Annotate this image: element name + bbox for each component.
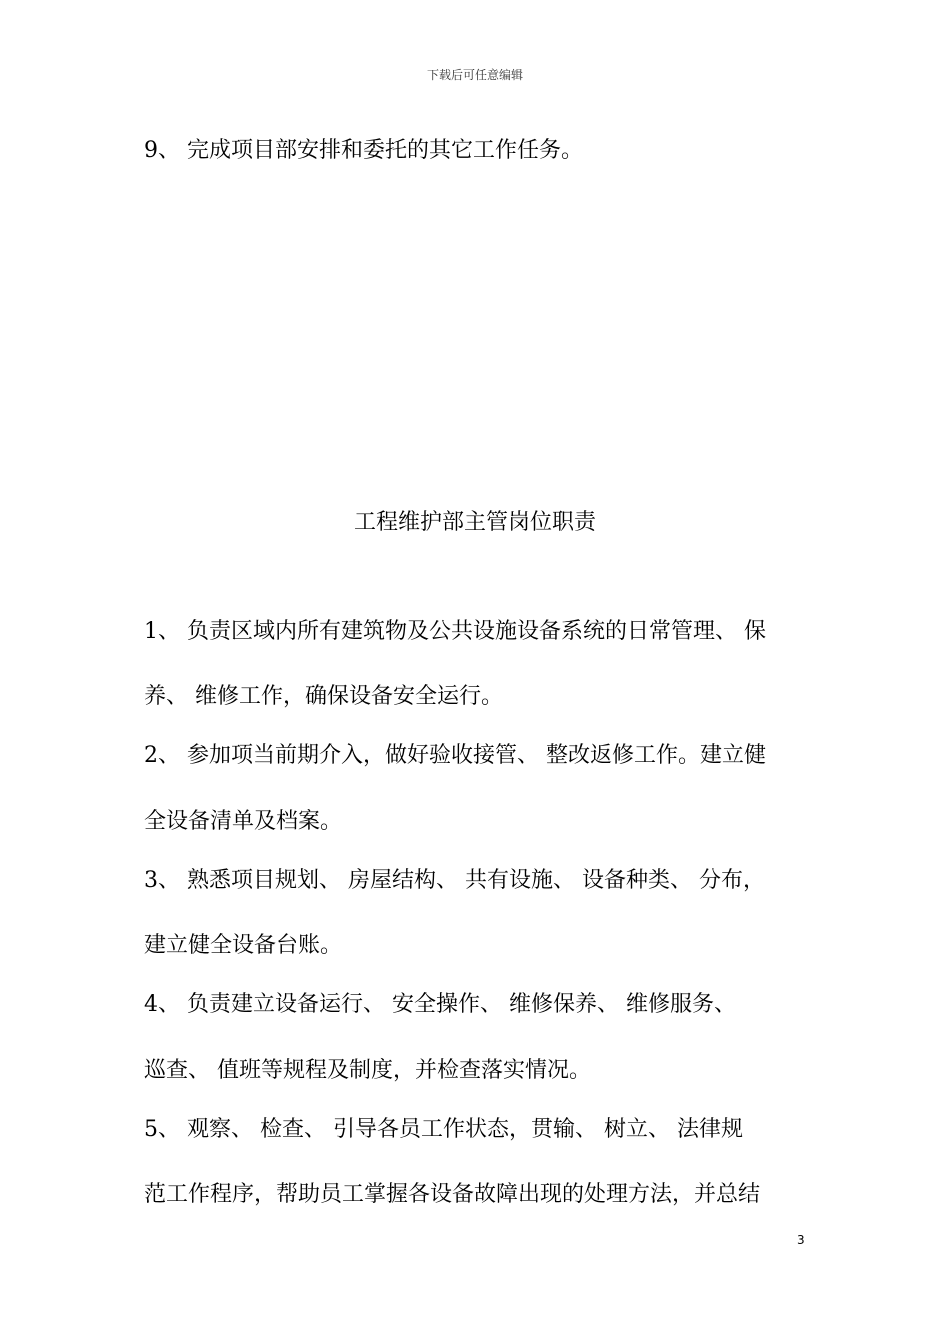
duty-item-1-continued bbox=[144, 682, 809, 712]
item-number: 9、 bbox=[144, 138, 180, 163]
item-number: 4、 bbox=[144, 992, 180, 1017]
page-header: 下载后可任意编辑 bbox=[426, 68, 523, 82]
item-text: 负责建立设备运行、 安全操作、 维修保养、 维修服务、 bbox=[180, 992, 736, 1017]
duty-item-3 bbox=[144, 866, 809, 896]
duty-item-1 bbox=[144, 617, 809, 647]
duty-item-4 bbox=[144, 990, 809, 1020]
section-title: 工程维护部主管岗位职责 bbox=[353, 510, 596, 535]
item-text: 参加项当前期介入，做好验收接管、 整改返修工作。建立健 bbox=[180, 743, 766, 768]
item-text: 完成项目部安排和委托的其它工作任务。 bbox=[180, 138, 583, 163]
duty-item-4-continued bbox=[144, 1056, 809, 1086]
item-text: 观察、 检查、 引导各员工作状态，贯输、 树立、 法律规 bbox=[180, 1117, 743, 1142]
item-text: 范工作程序，帮助员工掌握各设备故障出现的处理方法，并总结 bbox=[144, 1182, 761, 1207]
duty-item-9 bbox=[144, 136, 809, 166]
item-text: 负责区域内所有建筑物及公共设施设备系统的日常管理、 保 bbox=[180, 619, 766, 644]
item-number: 2、 bbox=[144, 743, 180, 768]
item-number: 3、 bbox=[144, 868, 180, 893]
item-number: 1、 bbox=[144, 619, 180, 644]
page-number: 3 bbox=[797, 1233, 805, 1247]
duty-item-5 bbox=[144, 1115, 809, 1145]
item-text: 熟悉项目规划、 房屋结构、 共有设施、 设备种类、 分布， bbox=[180, 868, 765, 893]
duty-item-5-continued bbox=[144, 1180, 809, 1210]
duty-item-2-continued bbox=[144, 807, 809, 837]
item-text: 养、 维修工作，确保设备安全运行。 bbox=[144, 684, 503, 709]
item-number: 5、 bbox=[144, 1117, 180, 1142]
item-text: 建立健全设备台账。 bbox=[144, 933, 343, 958]
item-text: 巡查、 值班等规程及制度，并检查落实情况。 bbox=[144, 1058, 591, 1083]
duty-item-2 bbox=[144, 741, 809, 771]
item-text: 全设备清单及档案。 bbox=[144, 809, 343, 834]
duty-item-3-continued bbox=[144, 931, 809, 961]
